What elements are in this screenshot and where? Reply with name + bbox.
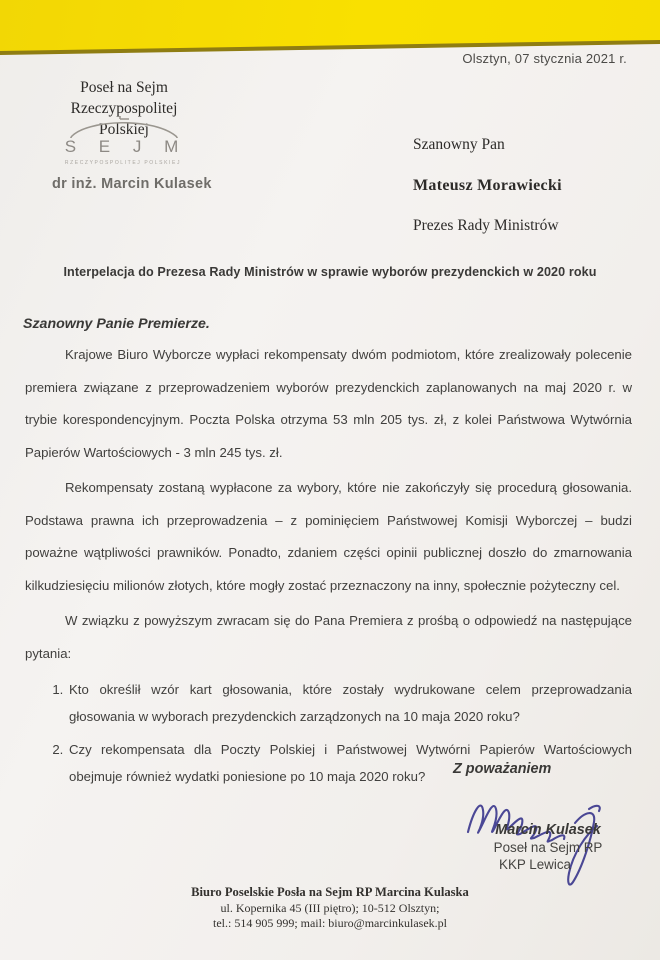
footer-office-name: Biuro Poselskie Posła na Sejm RP Marcina Kulaska (191, 885, 469, 899)
sejm-logo-caption: RZECZYPOSPOLITEJ POLSKIEJ (64, 160, 182, 166)
recipient-block (413, 136, 562, 235)
office-footer (0, 885, 660, 932)
closing-phrase: Z poważaniem (453, 761, 552, 777)
letter-body (25, 339, 632, 796)
signature-club: KKP Lewica (499, 857, 571, 872)
signature-name: Marcin Kulasek (495, 822, 601, 838)
question-item: 2. Czy rekompensata dla Poczty Polskiej i Państwowej Wytwórni Papierów Wartościowych obejmuje również wydatki poniesione po 10 maja 2020 roku? (67, 736, 632, 790)
sejm-dome-icon (58, 113, 188, 139)
signature-role: Poseł na Sejm RP (493, 840, 603, 855)
question-item: 1. Kto określił wzór kart głosowania, które zostały wydrukowane celem przeprowadzania głosowania w wyborach prezydenckich zarządzonych na 10 maja 2020 roku? (67, 676, 632, 730)
recipient-name: Mateusz Morawiecki (413, 177, 562, 194)
letter-greeting: Szanowny Panie Premierze. (23, 316, 210, 332)
letter-subject: Interpelacja do Prezesa Rady Ministrów w sprawie wyborów prezydenckich w 2020 roku (63, 265, 597, 279)
sejm-logo (58, 113, 188, 166)
letter-date: Olsztyn, 07 stycznia 2021 r. (462, 51, 627, 66)
paragraph-1: Krajowe Biuro Wyborcze wypłaci rekompensaty dwóm podmiotom, które zrealizowały polecenie premiera związane z przeprowadzeniem wyborów prezydenckich zaplanowanych na maj 2020 r. w trybie korespondencyjnym. Poczta Polska otrzyma 53 mln 205 tys. zł, z kolei Państwowa Wytwórnia Papierów Wartościowych - 3 mln 245 tys. zł. (25, 347, 632, 460)
sender-header-line2: Rzeczypospolitej Polskiej (70, 100, 178, 138)
recipient-title: Prezes Rady Ministrów (413, 217, 559, 234)
sender-name: dr inż. Marcin Kulasek (52, 176, 212, 192)
footer-address: ul. Kopernika 45 (III piętro); 10-512 Olsztyn; (220, 900, 440, 915)
sender-header-line1: Poseł na Sejm (80, 79, 168, 96)
footer-contact: tel.: 514 905 999; mail: biuro@marcinkulasek.pl (212, 916, 447, 930)
paragraph-3: W związku z powyższym zwracam się do Pana Premiera z prośbą o odpowiedź na następujące pytania: (25, 613, 632, 661)
paragraph-2: Rekompensaty zostaną wypłacone za wybory, które nie zakończyły się procedurą głosowania. Podstawa prawna ich przeprowadzenia – z pominięciem Państwowej Komisji Wyborczej – budzi poważne wątpliwości prawników. Ponadto, zdaniem części opinii publicznej doszło do zmarnowania kilkudziesięciu milionów złotych, które mogły zostać przeznaczony na inny, społecznie pożyteczny cel. (25, 480, 632, 593)
sejm-logo-word: S E J M (64, 137, 188, 156)
recipient-salutation: Szanowny Pan (413, 136, 505, 153)
